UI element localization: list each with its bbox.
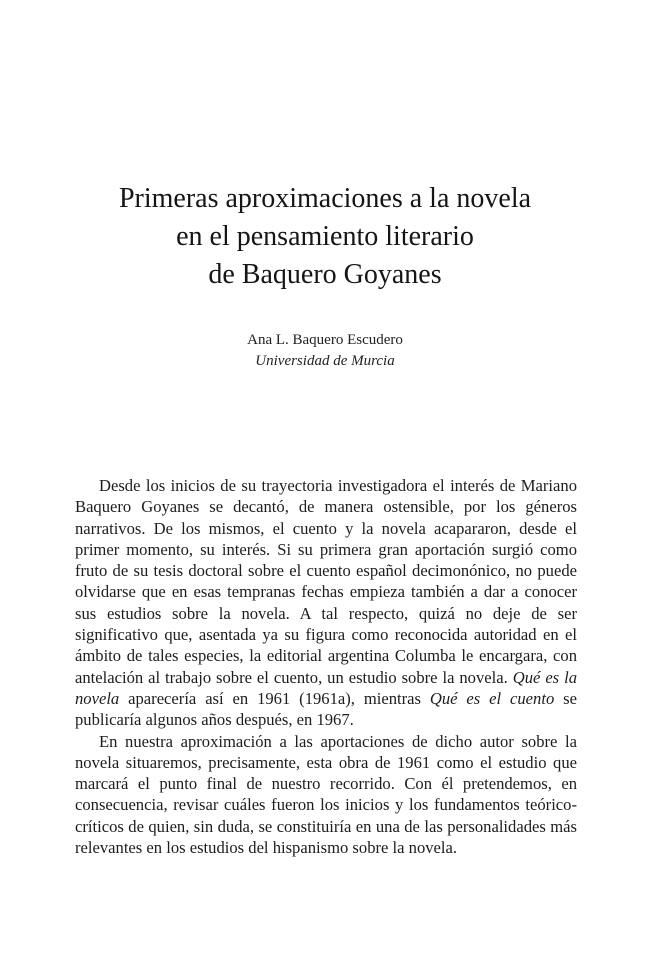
title-line-1: Primeras aproximaciones a la novela [118, 183, 532, 214]
author-name: Ana L. Baquero Escudero [247, 332, 403, 348]
paragraph-1-part-b: aparecería así en 1961 (1961a), mientras [128, 688, 421, 708]
book-title-que-es-el-cuento: Qué es el cuento [429, 688, 555, 708]
paragraph-1-part-c: se publicaría algunos años después, en 1967. [75, 688, 577, 730]
author-block [0, 330, 650, 372]
page-title [0, 180, 650, 294]
body-text [75, 475, 577, 858]
author-affiliation: Universidad de Murcia [255, 353, 395, 369]
title-line-2: en el pensamiento literario [176, 221, 474, 252]
book-title-que-es-la-novela: Qué es la novela [75, 667, 577, 708]
paragraph-1-part-a: Desde los inicios de su trayectoria investigadora el interés de Mariano Baquero Goyanes se decantó, de manera ostensible, por los géneros narrativos. De los mismos, el cuento y la novela acapararon, desde el primer momento, su interés. Si su primera gran aportación surgió como fruto de su tesis doctoral sobre el cuento español decimonónico, no puede olvidarse que en esas tempranas fechas empieza también a dar a conocer sus estudios sobre la novela. A tal respecto, quizá no deje de ser significativo que, asentada ya su figura como reconocida autoridad en el ámbito de tales especies, la editorial argentina Columba le encargara, con antelación al trabajo sobre el cuento, un estudio sobre la novela. [75, 476, 577, 687]
title-line-3: de Baquero Goyanes [208, 259, 442, 290]
paragraph-2: En nuestra aproximación a las aportaciones de dicho autor sobre la novela situaremos, precisamente, esta obra de 1961 como el estudio que marcará el punto final de nuestro recorrido. Con él pretendemos, en consecuencia, revisar cuáles fueron los inicios y los fundamentos teórico-críticos de quien, sin duda, se constituiría en una de las personalidades más relevantes en los estudios del hispanismo sobre la novela. [75, 731, 577, 858]
paragraph-1 [75, 475, 577, 731]
